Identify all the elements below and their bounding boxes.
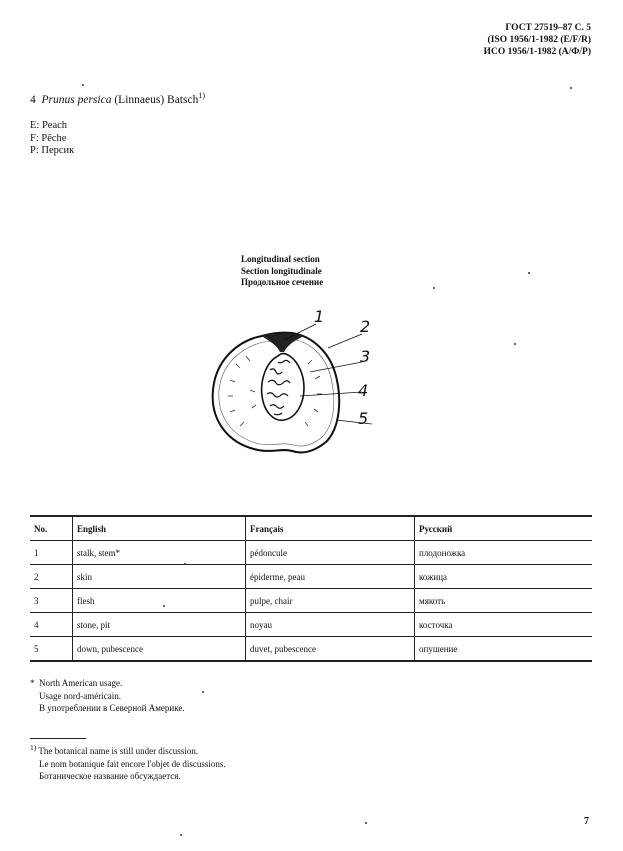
scan-speck xyxy=(570,87,572,89)
footnote-1-ru: Ботаническое название обсуждается. xyxy=(39,771,181,781)
footnote-1 xyxy=(30,742,226,783)
header-iso: (ISO 1956/1-1982 (E/F/R) xyxy=(487,35,591,45)
peach-section-figure xyxy=(200,300,390,465)
cell-no: 3 xyxy=(30,589,73,613)
footnote-star-mark: * xyxy=(30,678,35,688)
entry-number: 4 xyxy=(30,93,36,106)
cell-french: noyau xyxy=(246,613,415,637)
cell-french: pédoncule xyxy=(246,541,415,565)
th-no: No. xyxy=(30,516,73,541)
table-row xyxy=(30,589,592,613)
scan-speck xyxy=(82,84,84,86)
scan-speck xyxy=(365,822,367,824)
entry-latin-name: Prunus persica xyxy=(41,93,112,106)
th-english: English xyxy=(73,516,246,541)
flesh-boundary xyxy=(219,339,334,446)
section-caption xyxy=(241,254,323,289)
cell-russian: плодоножка xyxy=(415,541,593,565)
stone-texture xyxy=(267,360,290,414)
footnote-star-ru: В употреблении в Северной Америке. xyxy=(39,703,185,713)
cell-english: down, pubescence xyxy=(73,637,246,662)
document-header xyxy=(484,22,591,58)
terms-table xyxy=(30,515,592,662)
figure-label-4: 4 xyxy=(358,381,369,400)
cell-no: 1 xyxy=(30,541,73,565)
section-ru: Продольное сечение xyxy=(241,277,324,287)
th-russian: Русский xyxy=(415,516,593,541)
table-header-row xyxy=(30,516,592,541)
footnote-star xyxy=(30,677,185,715)
section-en: Longitudinal section xyxy=(241,254,320,264)
scan-speck xyxy=(202,691,204,693)
cell-russian: опушение xyxy=(415,637,593,662)
header-gost: ГОСТ 27519–87 С. 5 xyxy=(505,23,591,33)
cell-french: duvet, pubescence xyxy=(246,637,415,662)
stalk-cavity xyxy=(262,333,304,352)
footnote-1-en: The botanical name is still under discussion. xyxy=(38,746,199,756)
cell-english: flesh xyxy=(73,589,246,613)
fruit-outline xyxy=(213,333,340,453)
th-french: Français xyxy=(246,516,415,541)
figure-label-1: 1 xyxy=(314,307,325,326)
cell-french: épiderme, peau xyxy=(246,565,415,589)
footnote-1-fr: Le nom botanique fait encore l'objet de discussions. xyxy=(39,758,226,769)
lang-french: F: Pêche xyxy=(30,132,67,144)
scan-speck xyxy=(528,272,530,274)
footnote-star-en: North American usage. xyxy=(39,678,123,688)
cell-russian: мякоть xyxy=(415,589,593,613)
section-fr: Section longitudinale xyxy=(241,265,322,276)
scan-speck xyxy=(180,834,182,836)
footnote-1-mark: 1) xyxy=(30,743,37,752)
cell-english: skin xyxy=(73,565,246,589)
cell-no: 2 xyxy=(30,565,73,589)
entry-footnote-mark: 1) xyxy=(198,91,206,100)
cell-english: stalk, stem* xyxy=(73,541,246,565)
down-marks xyxy=(228,356,322,426)
table-row xyxy=(30,613,592,637)
stone xyxy=(262,354,304,421)
figure-label-5: 5 xyxy=(358,409,369,428)
scan-speck xyxy=(163,605,165,607)
table-row xyxy=(30,541,592,565)
table-row xyxy=(30,637,592,662)
cell-no: 5 xyxy=(30,637,73,662)
table-row xyxy=(30,565,592,589)
lang-russian: P: Персик xyxy=(30,145,75,156)
scan-speck xyxy=(433,287,435,289)
cell-english: stone, pit xyxy=(73,613,246,637)
figure-label-2: 2 xyxy=(360,317,371,336)
cell-russian: косточка xyxy=(415,613,593,637)
language-names xyxy=(30,120,74,158)
figure-label-3: 3 xyxy=(360,347,371,366)
lang-english: E: Peach xyxy=(30,120,68,131)
scan-speck xyxy=(184,563,186,565)
header-iso-ru: ИСО 1956/1-1982 (А/Ф/Р) xyxy=(483,47,591,57)
cell-russian: кожица xyxy=(415,565,593,589)
cell-french: pulpe, chair xyxy=(246,589,415,613)
footnote-star-fr: Usage nord-américain. xyxy=(39,690,121,701)
entry-authority: (Linnaeus) Batsch xyxy=(114,93,199,106)
page-number: 7 xyxy=(584,816,589,827)
entry-title xyxy=(30,91,205,106)
scan-speck xyxy=(514,343,516,345)
footnote-separator xyxy=(30,738,86,739)
cell-no: 4 xyxy=(30,613,73,637)
